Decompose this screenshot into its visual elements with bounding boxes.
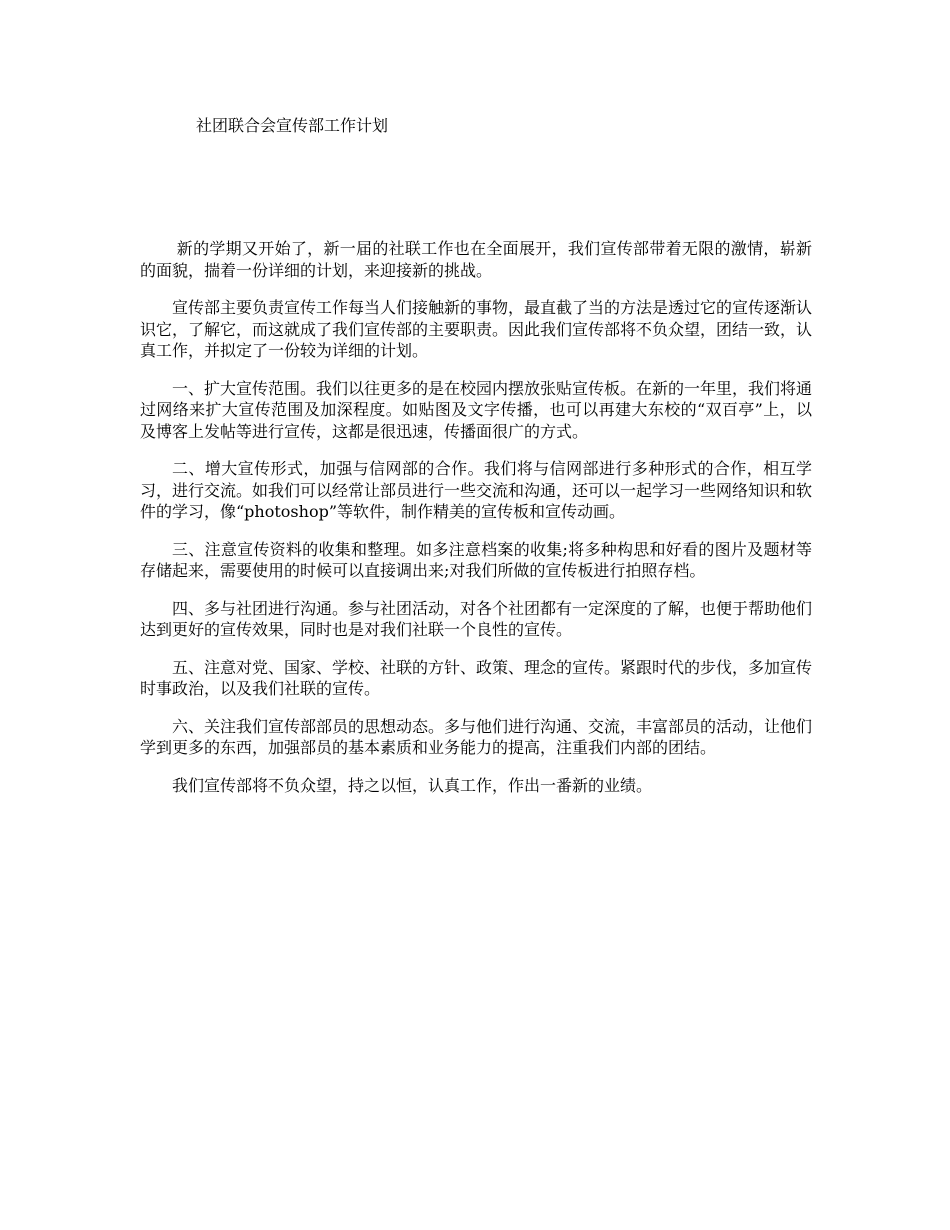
paragraph-item-5: 五、注意对党、国家、学校、社联的方针、政策、理念的宣传。紧跟时代的步伐，多加宣传时事政治，以及我们社联的宣传。: [140, 657, 813, 698]
paragraph-item-4: 四、多与社团进行沟通。参与社团活动，对各个社团都有一定深度的了解，也便于帮助他们达到更好的宣传效果，同时也是对我们社联一个良性的宣传。: [140, 598, 813, 639]
paragraph-item-2: 二、增大宣传形式，加强与信网部的合作。我们将与信网部进行多种形式的合作，相互学习，进行交流。如我们可以经常让部员进行一些交流和沟通，还可以一起学习一些网络知识和软件的学习，像“photoshop”等软件，制作精美的宣传板和宣传动画。: [140, 459, 813, 521]
paragraph-item-1: 一、扩大宣传范围。我们以往更多的是在校园内摆放张贴宣传板。在新的一年里，我们将通过网络来扩大宣传范围及加深程度。如贴图及文字传播，也可以再建大东校的“双百亭”上，以及博客上发帖等进行宣传，这都是很迅速，传播面很广的方式。: [140, 378, 813, 441]
paragraph-item-3: 三、注意宣传资料的收集和整理。如多注意档案的收集;将多种构思和好看的图片及题材等存储起来，需要使用的时候可以直接调出来;对我们所做的宣传板进行拍照存档。: [140, 539, 812, 580]
document-title: 社团联合会宣传部工作计划: [196, 116, 389, 135]
paragraph-conclusion: 我们宣传部将不负众望，持之以恒，认真工作，作出一番新的业绩。: [172, 775, 653, 795]
document-body: [140, 238, 812, 812]
paragraph-responsibility: 宣传部主要负责宣传工作每当人们接触新的事物，最直截了当的方法是透过它的宣传逐渐认识它，了解它，而这就成了我们宣传部的主要职责。因此我们宣传部将不负众望，团结一致，认真工作，并拟定了一份较为详细的计划。: [140, 298, 813, 360]
paragraph-item-6: 六、关注我们宣传部部员的思想动态。多与他们进行沟通、交流，丰富部员的活动，让他们学到更多的东西，加强部员的基本素质和业务能力的提高，注重我们内部的团结。: [140, 716, 813, 757]
paragraph-intro: 新的学期又开始了，新一届的社联工作也在全面展开，我们宣传部带着无限的激情，崭新的面貌，揣着一份详细的计划，来迎接新的挑战。: [140, 239, 812, 280]
